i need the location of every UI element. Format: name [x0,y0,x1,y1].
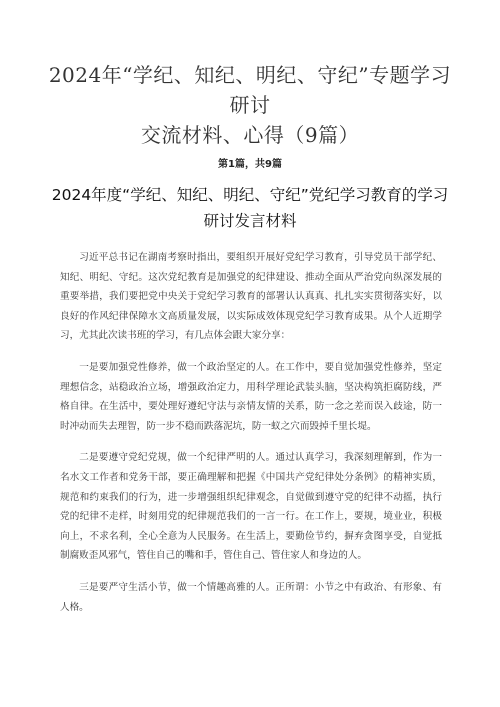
document-title [40,60,460,150]
document-title-line-1: 2024年“学纪、知纪、明纪、守纪”专题学习研讨 [48,63,452,117]
section-title-line-1: 2024年度“学纪、知纪、明纪、守纪”党纪学习教育的学习 [51,186,449,204]
document-title-line-2: 交流材料、心得（9篇） [140,123,360,147]
paragraph-point-3: 三是要严守生活小节，做一个情趣高雅的人。正所谓：小节之中有政治、有形象、有人格。 [60,581,442,613]
section-title [40,182,460,234]
section-title-line-2: 研讨发言材料 [203,212,297,230]
part-label: 第1篇，共9篇 [218,159,282,170]
paragraph-intro: 习近平总书记在湖南考察时指出，要组织开展好党纪学习教育，引导党员干部学纪、知纪、明纪、守纪。这次党纪教育是加强党的纪律建设、推动全面从严治党向纵深发展的重要举措，我们要把党中央关于党纪学习教育的部署认认真真、扎扎实实贯彻落实好，以良好的作风纪律保障水文高质量发展，以实际成效体现党纪学习教育成果。从个人近期学习，尤其此次读书班的学习，有几点体会跟大家分享： [60,252,442,342]
body-text [60,248,442,629]
paragraph-point-1: 一是要加强党性修养，做一个政治坚定的人。在工作中，要自觉加强党性修养，坚定理想信念，站稳政治立场，增强政治定力，用科学理论武装头脑，坚决构筑拒腐防线，严格自律。在生活中，要处理好遵纪守法与亲情友情的关系，防一念之差而误入歧途，防一时冲动而失去理智，防一步不稳而跌落泥坑，防一蚁之穴而毁掉千里长堤。 [60,361,442,432]
paragraph-point-2: 二是要遵守党纪党规，做一个纪律严明的人。通过认真学习，我深刻理解到，作为一名水文工作者和党务干部，要正确理解和把握《中国共产党纪律处分条例》的精神实质，规范和约束我们的行为，进一步增强组织纪律观念，自觉做到遵守党的纪律不动摇，执行党的纪律不走样，时刻用党的纪律规范我们的一言一行。在工作上，要规，境业业，积极向上，不求名利，全心全意为人民服务。在生活上，要勤俭节约，摒弃贪图享受，自觉抵制腐败歪风邪气，管住自己的嘴和手，管住自己、管住家人和身边的人。 [60,452,442,562]
